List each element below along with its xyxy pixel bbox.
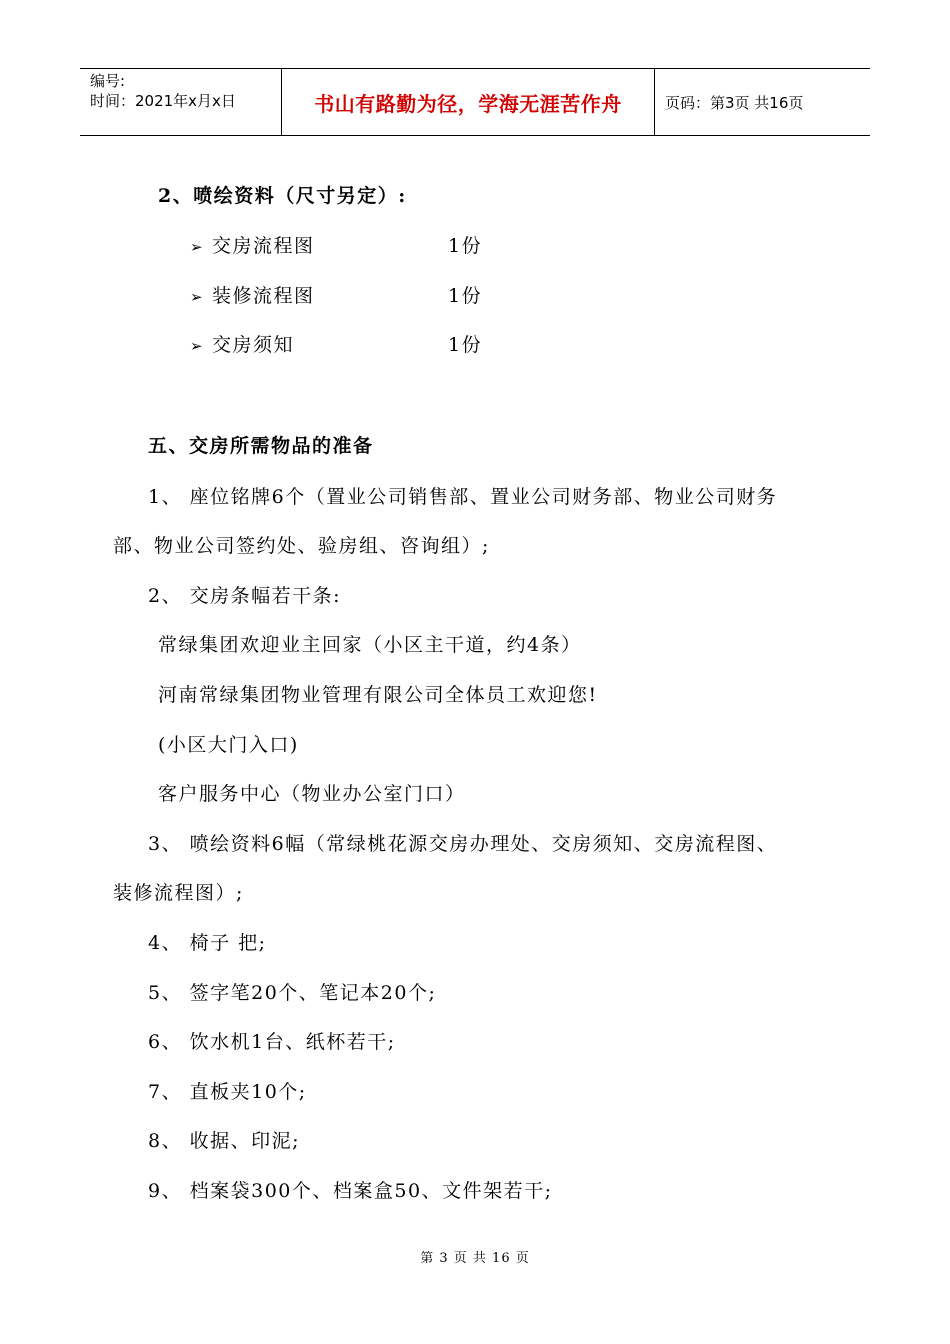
paragraph-line: 1、 座位铭牌6个（置业公司销售部、置业公司财务部、物业公司财务: [148, 486, 778, 508]
paragraph-line: 河南常绿集团物业管理有限公司全体员工欢迎您!: [158, 684, 598, 706]
paragraph-line: 客户服务中心（物业办公室门口）: [158, 783, 466, 805]
paragraph-line: 6、 饮水机1台、纸杯若干;: [148, 1031, 396, 1053]
section-2-title: 2、喷绘资料（尺寸另定）:: [158, 185, 407, 207]
header-page-info: 页码：第3页 共16页: [665, 93, 804, 112]
list-item-name: 交房须知: [212, 334, 295, 356]
arrow-bullet-icon: ➢: [190, 337, 203, 355]
paragraph-line: (小区大门入口): [158, 734, 299, 756]
paragraph-line: 8、 收据、印泥;: [148, 1130, 301, 1152]
paragraph-line: 常绿集团欢迎业主回家（小区主干道，约4条）: [158, 634, 582, 656]
paragraph-line: 部、物业公司签约处、验房组、咨询组）;: [113, 535, 490, 557]
paragraph-line: 2、 交房条幅若干条:: [148, 585, 342, 607]
paragraph-line: 7、 直板夹10个;: [148, 1081, 307, 1103]
arrow-bullet-icon: ➢: [190, 238, 203, 256]
list-item: [190, 330, 590, 357]
page-footer: 第 3 页 共 16 页: [420, 1251, 530, 1266]
paragraph-line: 装修流程图）;: [113, 882, 244, 904]
list-item: [190, 231, 590, 258]
section-5-title: 五、交房所需物品的准备: [148, 435, 374, 457]
paragraph-line: 9、 档案袋300个、档案盒50、文件架若干;: [148, 1180, 553, 1202]
header-meta: [80, 69, 282, 135]
arrow-bullet-icon: ➢: [190, 288, 203, 306]
header-time: 时间：2021年x月x日: [90, 92, 236, 110]
list-item-qty: 1份: [448, 285, 483, 307]
paragraph-line: 3、 喷绘资料6幅（常绿桃花源交房办理处、交房须知、交房流程图、: [148, 833, 778, 855]
header-motto: 书山有路勤为径，学海无涯苦作舟: [282, 69, 655, 135]
list-item-name: 装修流程图: [212, 285, 315, 307]
list-item-name: 交房流程图: [212, 235, 315, 257]
paragraph-line: 5、 签字笔20个、笔记本20个;: [148, 982, 437, 1004]
header-number: 编号:: [90, 72, 126, 90]
list-item-qty: 1份: [448, 334, 483, 356]
page-header: [80, 68, 870, 136]
list-item-qty: 1份: [448, 235, 483, 257]
list-item: [190, 281, 590, 308]
paragraph-line: 4、 椅子 把;: [148, 932, 267, 954]
